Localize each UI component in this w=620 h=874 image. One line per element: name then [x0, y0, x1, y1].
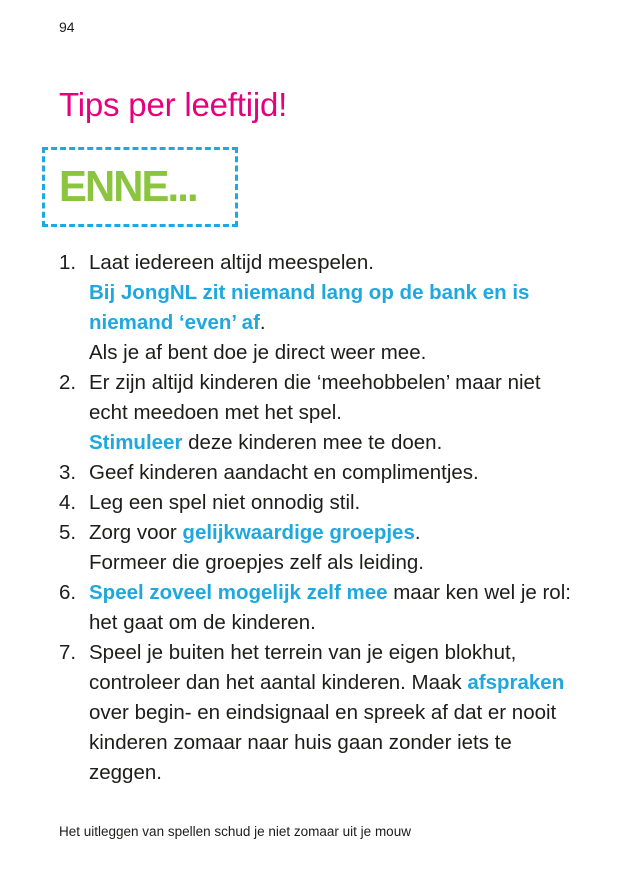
tip-highlight: afspraken — [467, 671, 565, 694]
tip-highlight: Bij JongNL zit niemand lang op de bank en is niemand ‘even’ af — [89, 281, 530, 334]
tip-highlight: Stimuleer — [89, 431, 183, 454]
list-number: 7. — [59, 641, 77, 664]
tip-text: . — [414, 521, 421, 544]
tip-text: Als je af bent doe je direct weer mee. — [89, 341, 427, 364]
tip-text: Speel je buiten het terrein van je eigen blokhut, controleer dan het aantal kinderen. Maak — [89, 641, 517, 694]
list-number: 3. — [59, 461, 77, 484]
list-item — [59, 518, 579, 578]
tip-text: Leg een spel niet onnodig stil. — [89, 491, 361, 514]
tip-text: . — [259, 311, 266, 334]
list-item — [59, 248, 579, 368]
tip-text: Formeer die groepjes zelf als leiding. — [89, 551, 424, 574]
list-item — [59, 458, 579, 488]
badge-text: ENNE... — [59, 162, 197, 211]
tip-text: Geef kinderen aandacht en complimentjes. — [89, 461, 479, 484]
tip-text: Zorg voor — [89, 521, 183, 544]
list-item — [59, 578, 579, 638]
tip-text: Laat iedereen altijd meespelen. — [89, 251, 374, 274]
tips-list — [59, 248, 579, 788]
tip-highlight: gelijkwaardige groepjes — [182, 521, 415, 544]
list-item — [59, 638, 579, 788]
list-number: 1. — [59, 251, 77, 274]
list-number: 6. — [59, 581, 77, 604]
footer-text: Het uitleggen van spellen schud je niet zomaar uit je mouw — [59, 824, 411, 839]
tip-text: over begin- en eindsignaal en spreek af dat er nooit kinderen zomaar naar huis gaan zonder iets te zeggen. — [89, 701, 557, 784]
tip-highlight: Speel zoveel mogelijk zelf mee — [89, 581, 388, 604]
page-title: Tips per leeftijd! — [59, 86, 288, 123]
list-item — [59, 488, 579, 518]
page-number: 94 — [59, 19, 75, 35]
tip-text: deze kinderen mee te doen. — [182, 431, 443, 454]
enne-badge — [42, 147, 238, 227]
tip-text: Er zijn altijd kinderen die ‘meehobbelen’ maar niet echt meedoen met het spel. — [89, 371, 541, 424]
list-number: 4. — [59, 491, 77, 514]
list-number: 5. — [59, 521, 77, 544]
list-item — [59, 368, 579, 458]
list-number: 2. — [59, 371, 77, 394]
tip-text: maar ken wel je rol: het gaat om de kinderen. — [89, 581, 571, 634]
